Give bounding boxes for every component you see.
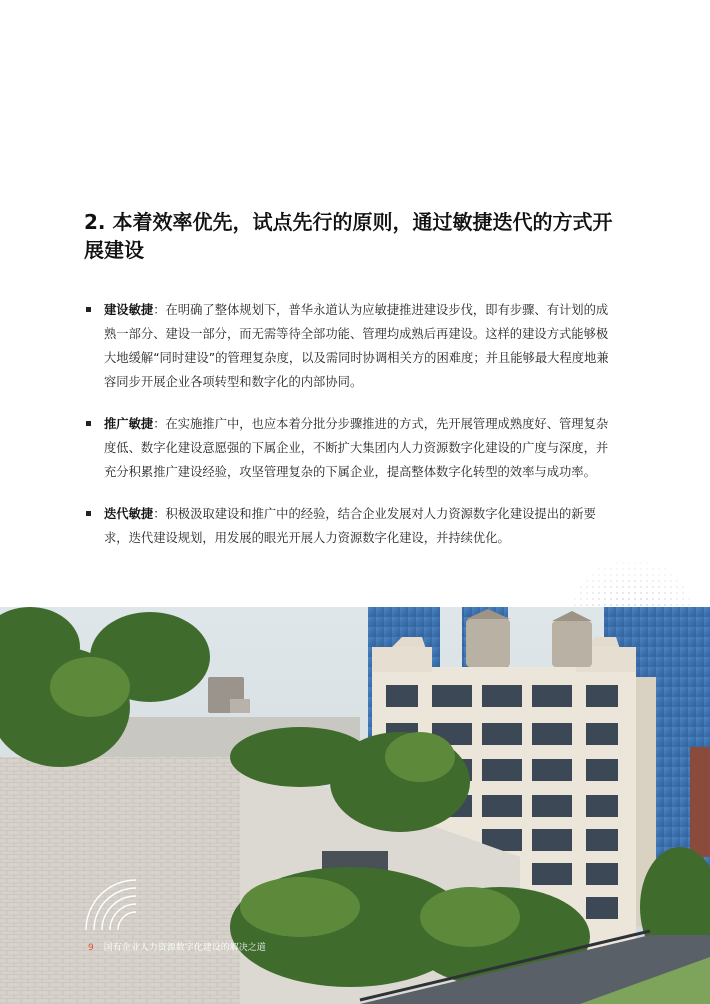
bullet-text: ：在实施推广中，也应本着分批分步骤推进的方式，先开展管理成熟度好、管理复杂度低、数字化建设意愿强的下属企业，不断扩大集团内人力资源数字化建设的广度与深度，并充分积累推广建设经验，攻坚管理复杂的下属企业，提高整体数字化转型的效率与成功率。 xyxy=(104,417,609,479)
bullet-item-rollout-agile xyxy=(84,412,620,484)
square-bullet-icon xyxy=(86,511,91,516)
decorative-dot-pattern xyxy=(572,536,692,616)
square-bullet-icon xyxy=(86,307,91,312)
bullet-text: ：积极汲取建设和推广中的经验，结合企业发展对人力资源数字化建设提出的新要求，迭代建设规划，用发展的眼光开展人力资源数字化建设，并持续优化。 xyxy=(104,507,596,545)
bullet-text: ：在明确了整体规划下，普华永道认为应敏捷推进建设步伐，即有步骤、有计划的成熟一部分、建设一部分，而无需等待全部功能、管理均成熟后再建设。这样的建设方式能够极大地缓解“同时建设”的管理复杂度，以及需同时协调相关方的困难度；并且能够最大程度地兼容同步开展企业各项转型和数字化的内部协同。 xyxy=(104,303,609,389)
bullet-item-iteration-agile xyxy=(84,502,620,550)
section-heading: 2. 本着效率优先，试点先行的原则，通过敏捷迭代的方式开展建设 xyxy=(84,210,613,262)
footer-title: 国有企业人力资源数字化建设的解决之道 xyxy=(103,943,266,953)
decorative-arc-icon xyxy=(84,878,140,934)
bullet-term: 迭代敏捷 xyxy=(104,507,154,521)
bullet-item-build-agile xyxy=(84,298,620,394)
page-number: 9 xyxy=(88,943,94,953)
bullet-list xyxy=(84,298,620,568)
square-bullet-icon xyxy=(86,421,91,426)
bullet-term: 推广敏捷 xyxy=(104,417,154,431)
bullet-term: 建设敏捷 xyxy=(104,303,154,317)
page-footer xyxy=(88,940,266,953)
